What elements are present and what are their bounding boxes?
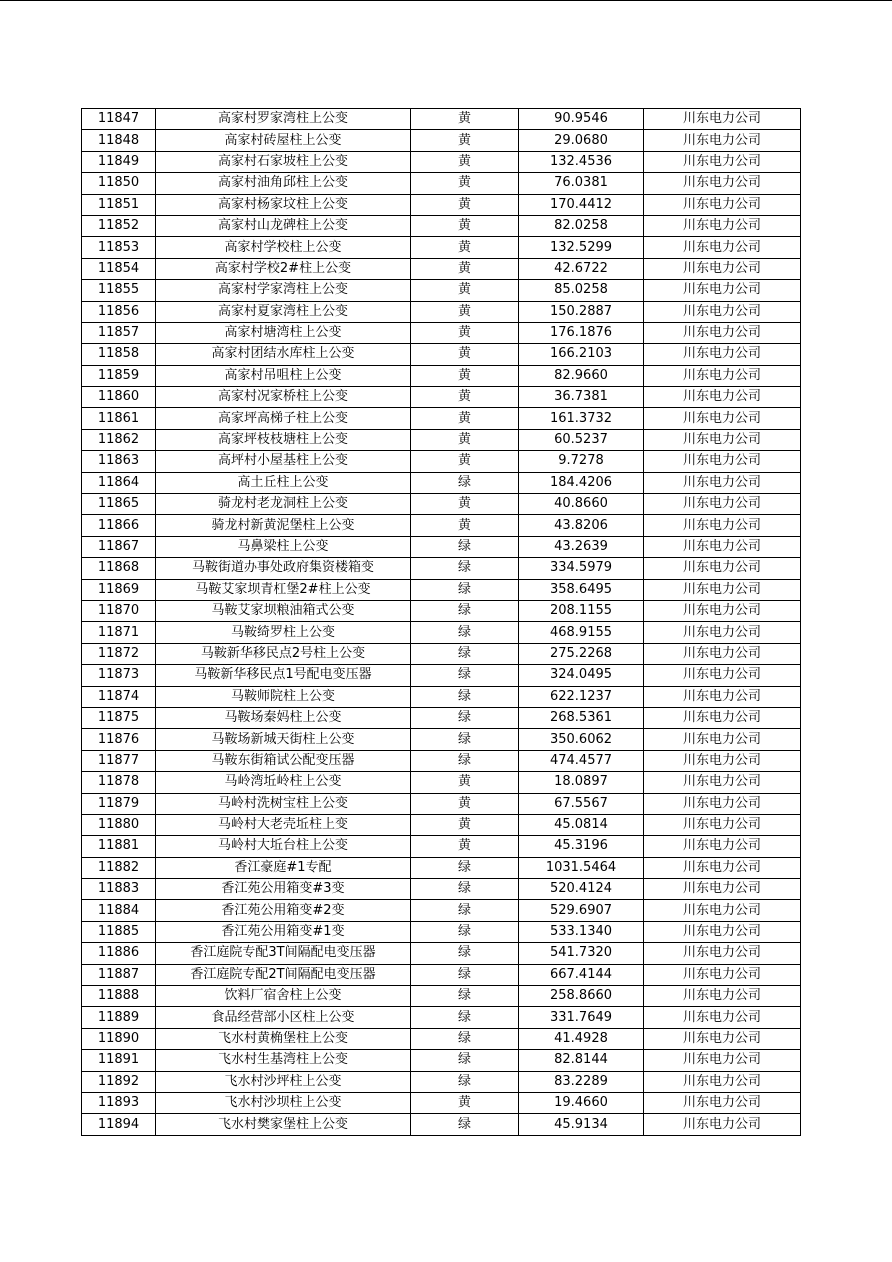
table-row xyxy=(82,986,801,1007)
company-cell: 川东电力公司 xyxy=(644,600,801,621)
value-cell: 331.7649 xyxy=(519,1007,644,1028)
value-cell: 324.0495 xyxy=(519,665,644,686)
table-row xyxy=(82,729,801,750)
table-row xyxy=(82,750,801,771)
value-cell: 358.6495 xyxy=(519,579,644,600)
row-id-cell: 11848 xyxy=(82,130,156,151)
company-cell: 川东电力公司 xyxy=(644,237,801,258)
value-cell: 82.8144 xyxy=(519,1050,644,1071)
status-color-cell: 绿 xyxy=(411,558,519,579)
table-row xyxy=(82,836,801,857)
row-id-cell: 11852 xyxy=(82,215,156,236)
row-id-cell: 11857 xyxy=(82,322,156,343)
value-cell: 43.2639 xyxy=(519,536,644,557)
row-id-cell: 11865 xyxy=(82,494,156,515)
row-id-cell: 11886 xyxy=(82,943,156,964)
transformer-name-cell: 马鞍新华移民点1号配电变压器 xyxy=(156,665,411,686)
status-color-cell: 黄 xyxy=(411,151,519,172)
value-cell: 622.1237 xyxy=(519,686,644,707)
row-id-cell: 11862 xyxy=(82,429,156,450)
transformer-name-cell: 飞水村沙坝柱上公变 xyxy=(156,1092,411,1113)
value-cell: 208.1155 xyxy=(519,600,644,621)
status-color-cell: 黄 xyxy=(411,429,519,450)
transformer-name-cell: 高家村学校2#柱上公变 xyxy=(156,258,411,279)
value-cell: 529.6907 xyxy=(519,900,644,921)
row-id-cell: 11883 xyxy=(82,879,156,900)
transformer-name-cell: 马鞍场新城天街柱上公变 xyxy=(156,729,411,750)
table-row xyxy=(82,1028,801,1049)
row-id-cell: 11881 xyxy=(82,836,156,857)
company-cell: 川东电力公司 xyxy=(644,665,801,686)
row-id-cell: 11866 xyxy=(82,515,156,536)
row-id-cell: 11892 xyxy=(82,1071,156,1092)
company-cell: 川东电力公司 xyxy=(644,472,801,493)
status-color-cell: 绿 xyxy=(411,686,519,707)
company-cell: 川东电力公司 xyxy=(644,429,801,450)
table-row xyxy=(82,109,801,130)
row-id-cell: 11893 xyxy=(82,1092,156,1113)
value-cell: 132.5299 xyxy=(519,237,644,258)
row-id-cell: 11887 xyxy=(82,964,156,985)
transformer-name-cell: 高家村石家坡柱上公变 xyxy=(156,151,411,172)
row-id-cell: 11882 xyxy=(82,857,156,878)
table-row xyxy=(82,600,801,621)
transformer-name-cell: 高家村学家湾柱上公变 xyxy=(156,280,411,301)
status-color-cell: 黄 xyxy=(411,814,519,835)
transformer-name-cell: 马鞍绮罗柱上公变 xyxy=(156,622,411,643)
company-cell: 川东电力公司 xyxy=(644,322,801,343)
row-id-cell: 11884 xyxy=(82,900,156,921)
transformer-name-cell: 饮料厂宿舍柱上公变 xyxy=(156,986,411,1007)
status-color-cell: 黄 xyxy=(411,130,519,151)
row-id-cell: 11855 xyxy=(82,280,156,301)
company-cell: 川东电力公司 xyxy=(644,986,801,1007)
status-color-cell: 绿 xyxy=(411,1071,519,1092)
transformer-name-cell: 飞水村沙坪柱上公变 xyxy=(156,1071,411,1092)
table-row xyxy=(82,772,801,793)
transformer-name-cell: 马鼻梁柱上公变 xyxy=(156,536,411,557)
value-cell: 541.7320 xyxy=(519,943,644,964)
company-cell: 川东电力公司 xyxy=(644,1071,801,1092)
status-color-cell: 黄 xyxy=(411,365,519,386)
transformer-name-cell: 高家村况家桥柱上公变 xyxy=(156,387,411,408)
status-color-cell: 绿 xyxy=(411,750,519,771)
status-color-cell: 黄 xyxy=(411,322,519,343)
transformer-name-cell: 马岭村大坵台柱上公变 xyxy=(156,836,411,857)
company-cell: 川东电力公司 xyxy=(644,921,801,942)
transformer-name-cell: 飞水村生基湾柱上公变 xyxy=(156,1050,411,1071)
company-cell: 川东电力公司 xyxy=(644,643,801,664)
row-id-cell: 11889 xyxy=(82,1007,156,1028)
value-cell: 334.5979 xyxy=(519,558,644,579)
status-color-cell: 黄 xyxy=(411,194,519,215)
status-color-cell: 绿 xyxy=(411,857,519,878)
table-row xyxy=(82,429,801,450)
status-color-cell: 绿 xyxy=(411,707,519,728)
row-id-cell: 11853 xyxy=(82,237,156,258)
value-cell: 150.2887 xyxy=(519,301,644,322)
transformer-name-cell: 马鞍师院柱上公变 xyxy=(156,686,411,707)
status-color-cell: 黄 xyxy=(411,515,519,536)
row-id-cell: 11867 xyxy=(82,536,156,557)
value-cell: 18.0897 xyxy=(519,772,644,793)
table-row xyxy=(82,900,801,921)
status-color-cell: 黄 xyxy=(411,387,519,408)
value-cell: 82.9660 xyxy=(519,365,644,386)
company-cell: 川东电力公司 xyxy=(644,814,801,835)
company-cell: 川东电力公司 xyxy=(644,536,801,557)
row-id-cell: 11849 xyxy=(82,151,156,172)
company-cell: 川东电力公司 xyxy=(644,943,801,964)
company-cell: 川东电力公司 xyxy=(644,1050,801,1071)
status-color-cell: 黄 xyxy=(411,451,519,472)
value-cell: 258.8660 xyxy=(519,986,644,1007)
row-id-cell: 11890 xyxy=(82,1028,156,1049)
value-cell: 350.6062 xyxy=(519,729,644,750)
value-cell: 275.2268 xyxy=(519,643,644,664)
value-cell: 667.4144 xyxy=(519,964,644,985)
company-cell: 川东电力公司 xyxy=(644,793,801,814)
transformer-name-cell: 高家村山龙碑柱上公变 xyxy=(156,215,411,236)
status-color-cell: 绿 xyxy=(411,665,519,686)
transformer-name-cell: 香江豪庭#1专配 xyxy=(156,857,411,878)
row-id-cell: 11873 xyxy=(82,665,156,686)
company-cell: 川东电力公司 xyxy=(644,1007,801,1028)
value-cell: 170.4412 xyxy=(519,194,644,215)
table-row xyxy=(82,558,801,579)
company-cell: 川东电力公司 xyxy=(644,365,801,386)
row-id-cell: 11851 xyxy=(82,194,156,215)
company-cell: 川东电力公司 xyxy=(644,344,801,365)
row-id-cell: 11876 xyxy=(82,729,156,750)
row-id-cell: 11878 xyxy=(82,772,156,793)
status-color-cell: 绿 xyxy=(411,579,519,600)
transformer-name-cell: 香江苑公用箱变#3变 xyxy=(156,879,411,900)
table-body xyxy=(82,109,801,1136)
status-color-cell: 绿 xyxy=(411,1114,519,1135)
transformer-name-cell: 高土丘柱上公变 xyxy=(156,472,411,493)
value-cell: 85.0258 xyxy=(519,280,644,301)
value-cell: 36.7381 xyxy=(519,387,644,408)
row-id-cell: 11871 xyxy=(82,622,156,643)
table-row xyxy=(82,173,801,194)
status-color-cell: 黄 xyxy=(411,772,519,793)
value-cell: 9.7278 xyxy=(519,451,644,472)
transformer-name-cell: 马鞍艾家坝青杠堡2#柱上公变 xyxy=(156,579,411,600)
table-row xyxy=(82,536,801,557)
status-color-cell: 绿 xyxy=(411,729,519,750)
company-cell: 川东电力公司 xyxy=(644,215,801,236)
status-color-cell: 绿 xyxy=(411,986,519,1007)
row-id-cell: 11872 xyxy=(82,643,156,664)
status-color-cell: 绿 xyxy=(411,879,519,900)
row-id-cell: 11870 xyxy=(82,600,156,621)
company-cell: 川东电力公司 xyxy=(644,151,801,172)
table-row xyxy=(82,408,801,429)
value-cell: 468.9155 xyxy=(519,622,644,643)
row-id-cell: 11880 xyxy=(82,814,156,835)
transformer-name-cell: 马鞍艾家坝粮油箱式公变 xyxy=(156,600,411,621)
value-cell: 41.4928 xyxy=(519,1028,644,1049)
value-cell: 29.0680 xyxy=(519,130,644,151)
table-row xyxy=(82,1092,801,1113)
company-cell: 川东电力公司 xyxy=(644,130,801,151)
transformer-name-cell: 高家村塘湾柱上公变 xyxy=(156,322,411,343)
status-color-cell: 黄 xyxy=(411,301,519,322)
table-row xyxy=(82,1050,801,1071)
transformer-name-cell: 香江庭院专配3T间隔配电变压器 xyxy=(156,943,411,964)
transformer-name-cell: 高家村油角邱柱上公变 xyxy=(156,173,411,194)
status-color-cell: 绿 xyxy=(411,943,519,964)
company-cell: 川东电力公司 xyxy=(644,258,801,279)
table-row xyxy=(82,686,801,707)
value-cell: 82.0258 xyxy=(519,215,644,236)
row-id-cell: 11891 xyxy=(82,1050,156,1071)
table-row xyxy=(82,707,801,728)
table-row xyxy=(82,622,801,643)
transformer-name-cell: 高坪村小屋基柱上公变 xyxy=(156,451,411,472)
status-color-cell: 黄 xyxy=(411,280,519,301)
company-cell: 川东电力公司 xyxy=(644,558,801,579)
transformer-name-cell: 高家村团结水库柱上公变 xyxy=(156,344,411,365)
transformer-name-cell: 高家村罗家湾柱上公变 xyxy=(156,109,411,130)
transformer-name-cell: 高家村杨家坟柱上公变 xyxy=(156,194,411,215)
value-cell: 474.4577 xyxy=(519,750,644,771)
table-row xyxy=(82,943,801,964)
table-row xyxy=(82,857,801,878)
status-color-cell: 黄 xyxy=(411,173,519,194)
row-id-cell: 11885 xyxy=(82,921,156,942)
row-id-cell: 11850 xyxy=(82,173,156,194)
transformer-name-cell: 食品经营部小区柱上公变 xyxy=(156,1007,411,1028)
row-id-cell: 11864 xyxy=(82,472,156,493)
row-id-cell: 11856 xyxy=(82,301,156,322)
table-row xyxy=(82,814,801,835)
table-row xyxy=(82,579,801,600)
status-color-cell: 黄 xyxy=(411,836,519,857)
transformer-name-cell: 马鞍场秦妈柱上公变 xyxy=(156,707,411,728)
status-color-cell: 绿 xyxy=(411,643,519,664)
company-cell: 川东电力公司 xyxy=(644,1092,801,1113)
row-id-cell: 11860 xyxy=(82,387,156,408)
transformer-name-cell: 香江苑公用箱变#2变 xyxy=(156,900,411,921)
value-cell: 67.5567 xyxy=(519,793,644,814)
table-row xyxy=(82,258,801,279)
status-color-cell: 绿 xyxy=(411,600,519,621)
status-color-cell: 黄 xyxy=(411,494,519,515)
table-row xyxy=(82,130,801,151)
status-color-cell: 绿 xyxy=(411,472,519,493)
table-row xyxy=(82,793,801,814)
value-cell: 60.5237 xyxy=(519,429,644,450)
table-row xyxy=(82,921,801,942)
table-row xyxy=(82,643,801,664)
transformer-name-cell: 高家村吊咀柱上公变 xyxy=(156,365,411,386)
value-cell: 45.3196 xyxy=(519,836,644,857)
value-cell: 176.1876 xyxy=(519,322,644,343)
row-id-cell: 11879 xyxy=(82,793,156,814)
company-cell: 川东电力公司 xyxy=(644,707,801,728)
company-cell: 川东电力公司 xyxy=(644,622,801,643)
company-cell: 川东电力公司 xyxy=(644,494,801,515)
company-cell: 川东电力公司 xyxy=(644,729,801,750)
status-color-cell: 黄 xyxy=(411,1092,519,1113)
value-cell: 83.2289 xyxy=(519,1071,644,1092)
status-color-cell: 绿 xyxy=(411,1050,519,1071)
table-row xyxy=(82,301,801,322)
status-color-cell: 黄 xyxy=(411,408,519,429)
status-color-cell: 绿 xyxy=(411,536,519,557)
status-color-cell: 黄 xyxy=(411,344,519,365)
status-color-cell: 黄 xyxy=(411,237,519,258)
company-cell: 川东电力公司 xyxy=(644,879,801,900)
status-color-cell: 绿 xyxy=(411,1028,519,1049)
row-id-cell: 11854 xyxy=(82,258,156,279)
status-color-cell: 绿 xyxy=(411,921,519,942)
table-row xyxy=(82,344,801,365)
table-row xyxy=(82,879,801,900)
row-id-cell: 11877 xyxy=(82,750,156,771)
value-cell: 42.6722 xyxy=(519,258,644,279)
transformer-name-cell: 高家村夏家湾柱上公变 xyxy=(156,301,411,322)
company-cell: 川东电力公司 xyxy=(644,301,801,322)
table-row xyxy=(82,322,801,343)
value-cell: 76.0381 xyxy=(519,173,644,194)
transformer-name-cell: 高家坪枝枝塘柱上公变 xyxy=(156,429,411,450)
transformer-name-cell: 高家村砖屋柱上公变 xyxy=(156,130,411,151)
value-cell: 166.2103 xyxy=(519,344,644,365)
row-id-cell: 11861 xyxy=(82,408,156,429)
company-cell: 川东电力公司 xyxy=(644,280,801,301)
row-id-cell: 11869 xyxy=(82,579,156,600)
table-row xyxy=(82,472,801,493)
table-row xyxy=(82,387,801,408)
transformer-name-cell: 骑龙村老龙洞柱上公变 xyxy=(156,494,411,515)
table-row xyxy=(82,215,801,236)
value-cell: 520.4124 xyxy=(519,879,644,900)
transformer-name-cell: 马岭村大老壳坵柱上变 xyxy=(156,814,411,835)
transformer-name-cell: 马岭湾坵岭柱上公变 xyxy=(156,772,411,793)
company-cell: 川东电力公司 xyxy=(644,387,801,408)
value-cell: 40.8660 xyxy=(519,494,644,515)
status-color-cell: 绿 xyxy=(411,900,519,921)
transformer-name-cell: 马鞍东街箱试公配变压器 xyxy=(156,750,411,771)
transformer-name-cell: 高家坪高梯子柱上公变 xyxy=(156,408,411,429)
value-cell: 45.9134 xyxy=(519,1114,644,1135)
company-cell: 川东电力公司 xyxy=(644,686,801,707)
value-cell: 161.3732 xyxy=(519,408,644,429)
company-cell: 川东电力公司 xyxy=(644,857,801,878)
table-row xyxy=(82,494,801,515)
row-id-cell: 11863 xyxy=(82,451,156,472)
company-cell: 川东电力公司 xyxy=(644,900,801,921)
value-cell: 90.9546 xyxy=(519,109,644,130)
value-cell: 19.4660 xyxy=(519,1092,644,1113)
company-cell: 川东电力公司 xyxy=(644,1114,801,1135)
transformer-name-cell: 香江庭院专配2T间隔配电变压器 xyxy=(156,964,411,985)
transformer-name-cell: 马鞍街道办事处政府集资楼箱变 xyxy=(156,558,411,579)
table-row xyxy=(82,280,801,301)
company-cell: 川东电力公司 xyxy=(644,836,801,857)
table-row xyxy=(82,237,801,258)
company-cell: 川东电力公司 xyxy=(644,515,801,536)
page-top-rule xyxy=(0,0,892,1)
company-cell: 川东电力公司 xyxy=(644,964,801,985)
value-cell: 268.5361 xyxy=(519,707,644,728)
transformer-name-cell: 马鞍新华移民点2号柱上公变 xyxy=(156,643,411,664)
table-row xyxy=(82,1007,801,1028)
company-cell: 川东电力公司 xyxy=(644,579,801,600)
row-id-cell: 11858 xyxy=(82,344,156,365)
company-cell: 川东电力公司 xyxy=(644,173,801,194)
table-row xyxy=(82,1114,801,1135)
table-row xyxy=(82,964,801,985)
value-cell: 184.4206 xyxy=(519,472,644,493)
transformer-name-cell: 飞水村黄桷堡柱上公变 xyxy=(156,1028,411,1049)
status-color-cell: 黄 xyxy=(411,109,519,130)
status-color-cell: 绿 xyxy=(411,964,519,985)
status-color-cell: 黄 xyxy=(411,793,519,814)
company-cell: 川东电力公司 xyxy=(644,194,801,215)
row-id-cell: 11875 xyxy=(82,707,156,728)
row-id-cell: 11888 xyxy=(82,986,156,1007)
row-id-cell: 11859 xyxy=(82,365,156,386)
value-cell: 45.0814 xyxy=(519,814,644,835)
transformer-name-cell: 飞水村樊家堡柱上公变 xyxy=(156,1114,411,1135)
value-cell: 533.1340 xyxy=(519,921,644,942)
company-cell: 川东电力公司 xyxy=(644,1028,801,1049)
transformer-name-cell: 香江苑公用箱变#1变 xyxy=(156,921,411,942)
table-row xyxy=(82,451,801,472)
status-color-cell: 黄 xyxy=(411,215,519,236)
row-id-cell: 11894 xyxy=(82,1114,156,1135)
transformer-table xyxy=(81,108,801,1136)
row-id-cell: 11847 xyxy=(82,109,156,130)
table-row xyxy=(82,665,801,686)
row-id-cell: 11874 xyxy=(82,686,156,707)
status-color-cell: 黄 xyxy=(411,258,519,279)
transformer-name-cell: 马岭村洗树宝柱上公变 xyxy=(156,793,411,814)
value-cell: 1031.5464 xyxy=(519,857,644,878)
company-cell: 川东电力公司 xyxy=(644,451,801,472)
status-color-cell: 绿 xyxy=(411,622,519,643)
company-cell: 川东电力公司 xyxy=(644,109,801,130)
company-cell: 川东电力公司 xyxy=(644,772,801,793)
status-color-cell: 绿 xyxy=(411,1007,519,1028)
value-cell: 132.4536 xyxy=(519,151,644,172)
table-row xyxy=(82,1071,801,1092)
table-row xyxy=(82,515,801,536)
table-row xyxy=(82,365,801,386)
transformer-name-cell: 骑龙村新黄泥堡柱上公变 xyxy=(156,515,411,536)
transformer-name-cell: 高家村学校柱上公变 xyxy=(156,237,411,258)
value-cell: 43.8206 xyxy=(519,515,644,536)
table-row xyxy=(82,194,801,215)
company-cell: 川东电力公司 xyxy=(644,750,801,771)
company-cell: 川东电力公司 xyxy=(644,408,801,429)
table-row xyxy=(82,151,801,172)
row-id-cell: 11868 xyxy=(82,558,156,579)
